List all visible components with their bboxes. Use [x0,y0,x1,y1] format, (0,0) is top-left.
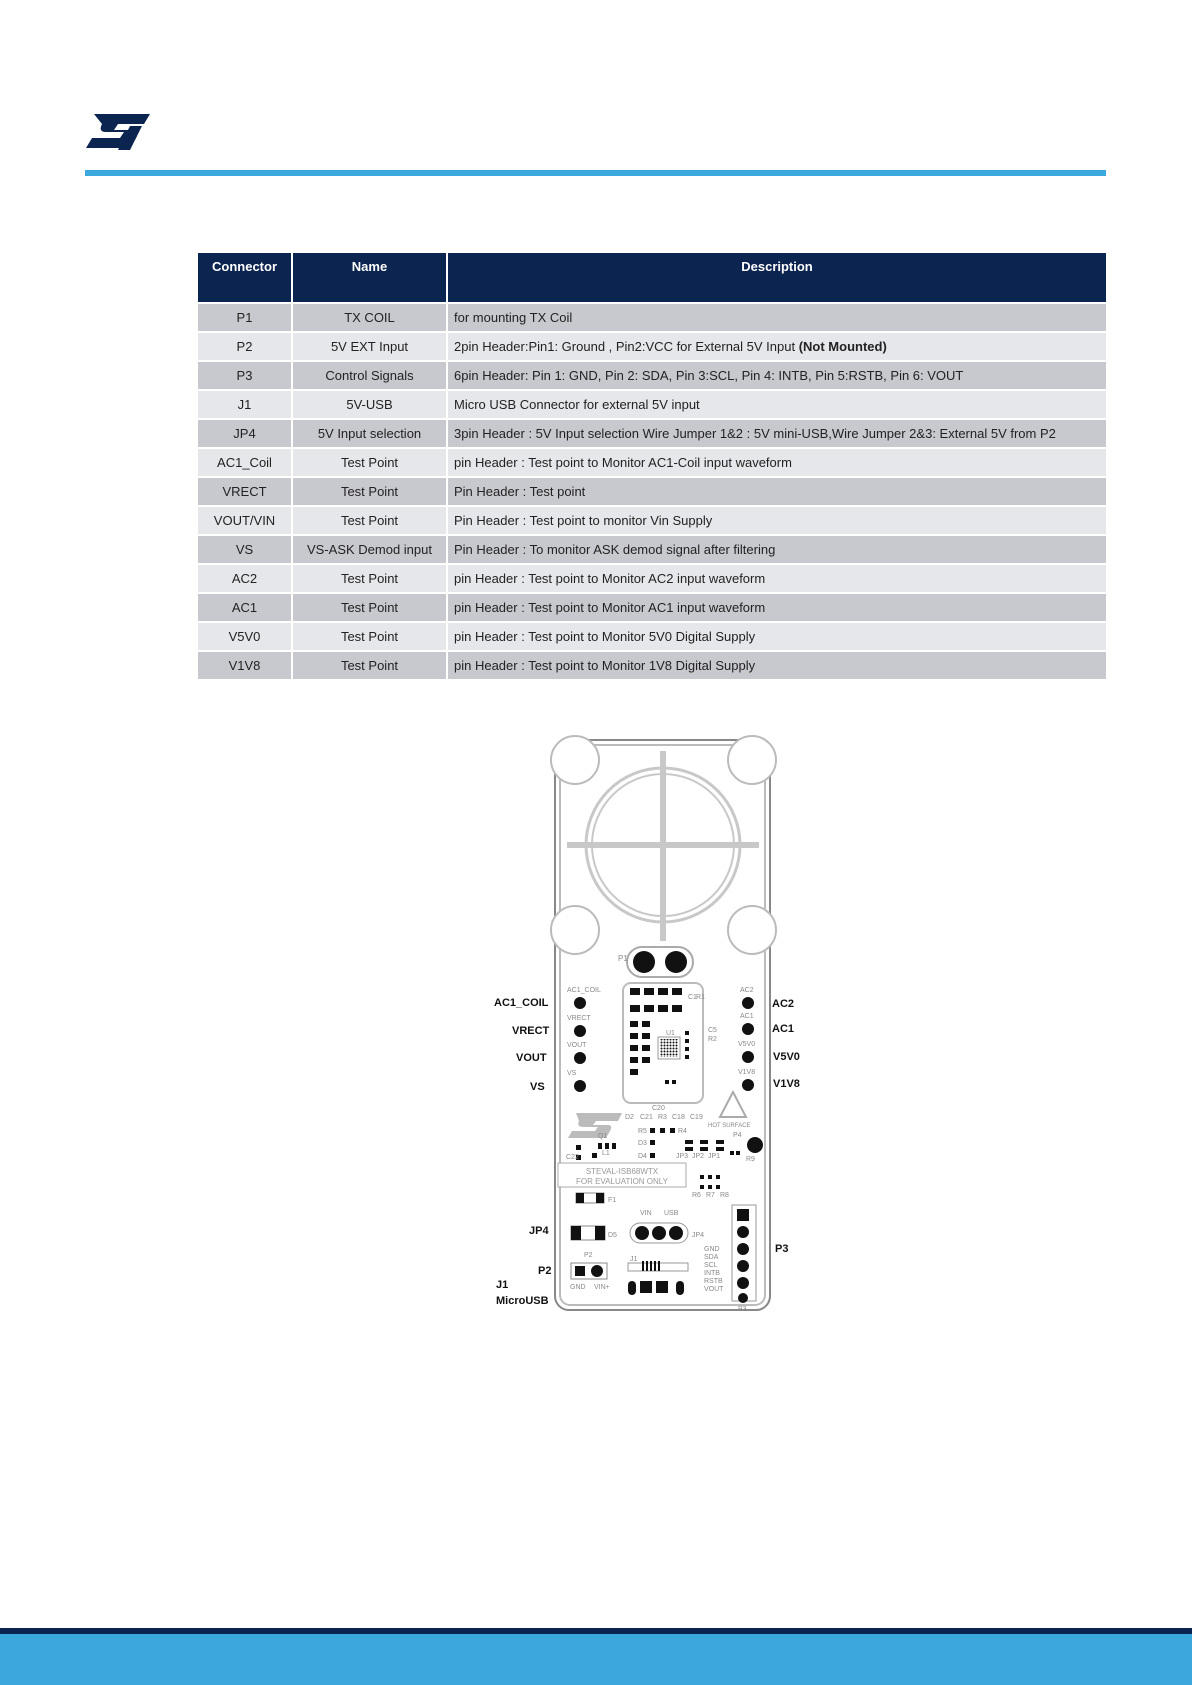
cell-connector: AC1 [198,593,292,622]
silk-p3-pin-6: VOUT [704,1286,724,1293]
silk-ac1: AC1 [740,1013,754,1020]
silk-r3: R3 [658,1114,667,1121]
silk-u1: U1 [666,1030,675,1037]
description-text: Micro USB Connector for external 5V input [454,397,700,412]
silk-jp1: JP1 [708,1153,721,1160]
table-row [198,477,1106,506]
table-row [198,622,1106,651]
description-text: 2pin Header:Pin1: Ground , Pin2:VCC for External 5V Input [454,339,799,354]
cell-description [447,535,1106,564]
callout-ac1: AC1 [772,1023,795,1035]
silk-vout: VOUT [567,1042,587,1049]
silk-vrect: VRECT [567,1015,591,1022]
description-text: pin Header : Test point to Monitor AC2 input waveform [454,571,766,586]
silk-p4: P4 [733,1132,742,1139]
silk-d4: D4 [638,1153,647,1160]
description-text: Pin Header : To monitor ASK demod signal after filtering [454,542,776,557]
silk-q1: Q1 [598,1133,608,1140]
description-text: 6pin Header: Pin 1: GND, Pin 2: SDA, Pin 3:SCL, Pin 4: INTB, Pin 5:RSTB, Pin 6: VOUT [454,368,964,383]
table-header-row [198,253,1106,303]
cell-connector: AC2 [198,564,292,593]
silk-vs: VS [567,1070,577,1077]
cell-connector: P3 [198,361,292,390]
silk-p3: P3 [738,1306,747,1313]
silk-r5: R5 [638,1128,647,1135]
table-row [198,506,1106,535]
header-description: Description [447,253,1106,303]
table-row [198,303,1106,332]
cell-connector: VRECT [198,477,292,506]
silk-p3-pin-3: SCL [704,1262,718,1269]
board-diagram [480,735,800,1320]
callout-jp4: JP4 [529,1225,549,1237]
silk-v1v8: V1V8 [738,1069,756,1076]
silk-d2: D2 [625,1114,634,1121]
silk-l1: L1 [602,1150,610,1157]
silk-r7: R7 [706,1192,715,1199]
silk-ac2: AC2 [740,987,754,994]
callout-ac2: AC2 [772,998,795,1010]
silk-c19: C19 [690,1114,703,1121]
cell-description [447,361,1106,390]
cell-name: Test Point [292,448,447,477]
table-body [198,303,1106,679]
cell-description [447,477,1106,506]
silk-gnd: GND [570,1284,586,1291]
silk-f1: F1 [608,1197,617,1204]
cell-description [447,564,1106,593]
table-row [198,332,1106,361]
description-text: for mounting TX Coil [454,310,573,325]
silk-steval-2: FOR EVALUATION ONLY [575,1177,669,1186]
description-text: pin Header : Test point to Monitor 5V0 Digital Supply [454,629,756,644]
cell-name: Test Point [292,622,447,651]
cell-description [447,651,1106,679]
callout-vout: VOUT [516,1052,547,1064]
callout-p2: P2 [538,1265,552,1277]
table-row [198,651,1106,679]
callout-p3: P3 [775,1243,789,1255]
silk-v5v0: V5V0 [738,1041,756,1048]
cell-description [447,506,1106,535]
callout-microusb: MicroUSB [496,1295,549,1307]
silk-p2: P2 [584,1252,593,1259]
cell-name: 5V-USB [292,390,447,419]
cell-connector: AC1_Coil [198,448,292,477]
cell-name: Test Point [292,593,447,622]
description-text: pin Header : Test point to Monitor AC1-Coil input waveform [454,455,792,470]
cell-name: TX COIL [292,303,447,332]
silk-p3-pin-1: GND [704,1246,720,1253]
cell-description [447,419,1106,448]
silk-p3-pin-2: SDA [704,1254,719,1261]
silk-p1: P1 [618,954,628,963]
cell-connector: V5V0 [198,622,292,651]
cell-description [447,332,1106,361]
silk-ac1-coil: AC1_COIL [567,987,601,994]
cell-name: 5V Input selection [292,419,447,448]
cell-name: Test Point [292,506,447,535]
table-row [198,593,1106,622]
connector-table [198,253,1106,679]
callout-v5v0: V5V0 [773,1051,800,1063]
silk-c1: C1 [688,994,697,1001]
cell-name: 5V EXT Input [292,332,447,361]
table-row [198,448,1106,477]
callout-v1v8: V1V8 [773,1078,800,1090]
cell-connector: VOUT/VIN [198,506,292,535]
cell-connector: P2 [198,332,292,361]
cell-name: VS-ASK Demod input [292,535,447,564]
silk-r4: R4 [678,1128,687,1135]
description-text: Pin Header : Test point to monitor Vin Supply [454,513,713,528]
cell-name: Test Point [292,564,447,593]
header-rule [85,170,1106,176]
description-text: Pin Header : Test point [454,484,586,499]
cell-description [447,448,1106,477]
table-row [198,390,1106,419]
silk-jp3: JP3 [676,1153,689,1160]
description-text: pin Header : Test point to Monitor 1V8 Digital Supply [454,658,756,673]
silk-j1: J1 [630,1256,638,1263]
callout-ac1-coil: AC1_COIL [494,997,549,1009]
cell-description [447,390,1106,419]
silk-vinp: VIN+ [594,1284,610,1291]
st-logo [84,112,152,152]
silk-r1: R1 [696,994,705,1001]
silk-c20: C20 [652,1105,665,1112]
silk-r2: R2 [708,1036,717,1043]
cell-connector: VS [198,535,292,564]
callout-vrect: VRECT [512,1025,550,1037]
logo-text: ST [84,112,86,113]
table-row [198,535,1106,564]
silk-d5: D5 [608,1232,617,1239]
cell-description [447,593,1106,622]
silk-usb: USB [664,1210,679,1217]
silk-c21: C21 [640,1114,653,1121]
callout-j1: J1 [496,1279,509,1291]
cell-name: Test Point [292,651,447,679]
description-text: 3pin Header : 5V Input selection Wire Jumper 1&2 : 5V mini-USB,Wire Jumper 2&3: External 5V from P2 [454,426,1056,441]
cell-description [447,303,1106,332]
table-row [198,564,1106,593]
table-row [198,419,1106,448]
silk-steval-1: STEVAL-ISB68WTX [585,1167,659,1176]
silk-vin: VIN [640,1210,652,1217]
silk-r9: R9 [746,1156,755,1163]
cell-name: Control Signals [292,361,447,390]
footer-band [0,1628,1192,1685]
silk-jp4: JP4 [692,1232,705,1239]
callout-vs: VS [530,1081,545,1093]
cell-connector: J1 [198,390,292,419]
cell-description [447,622,1106,651]
footer-line [0,1628,1192,1634]
cell-connector: P1 [198,303,292,332]
silk-c18: C18 [672,1114,685,1121]
silk-p3-pin-4: INTB [704,1270,720,1277]
silk-p3-pin-5: RSTB [704,1278,723,1285]
silk-r6: R6 [692,1192,701,1199]
description-text: pin Header : Test point to Monitor AC1 input waveform [454,600,766,615]
description-note: (Not Mounted) [798,339,887,354]
header-connector: Connector [198,253,292,303]
header-name: Name [292,253,447,303]
cell-name: Test Point [292,477,447,506]
silk-d3: D3 [638,1140,647,1147]
silk-jp2: JP2 [692,1153,705,1160]
cell-connector: JP4 [198,419,292,448]
table-row [198,361,1106,390]
silk-hot-surface: HOT SURFACE [708,1123,751,1129]
silk-c5: C5 [708,1027,717,1034]
silk-c22: C22 [566,1154,579,1161]
cell-connector: V1V8 [198,651,292,679]
silk-r8: R8 [720,1192,729,1199]
